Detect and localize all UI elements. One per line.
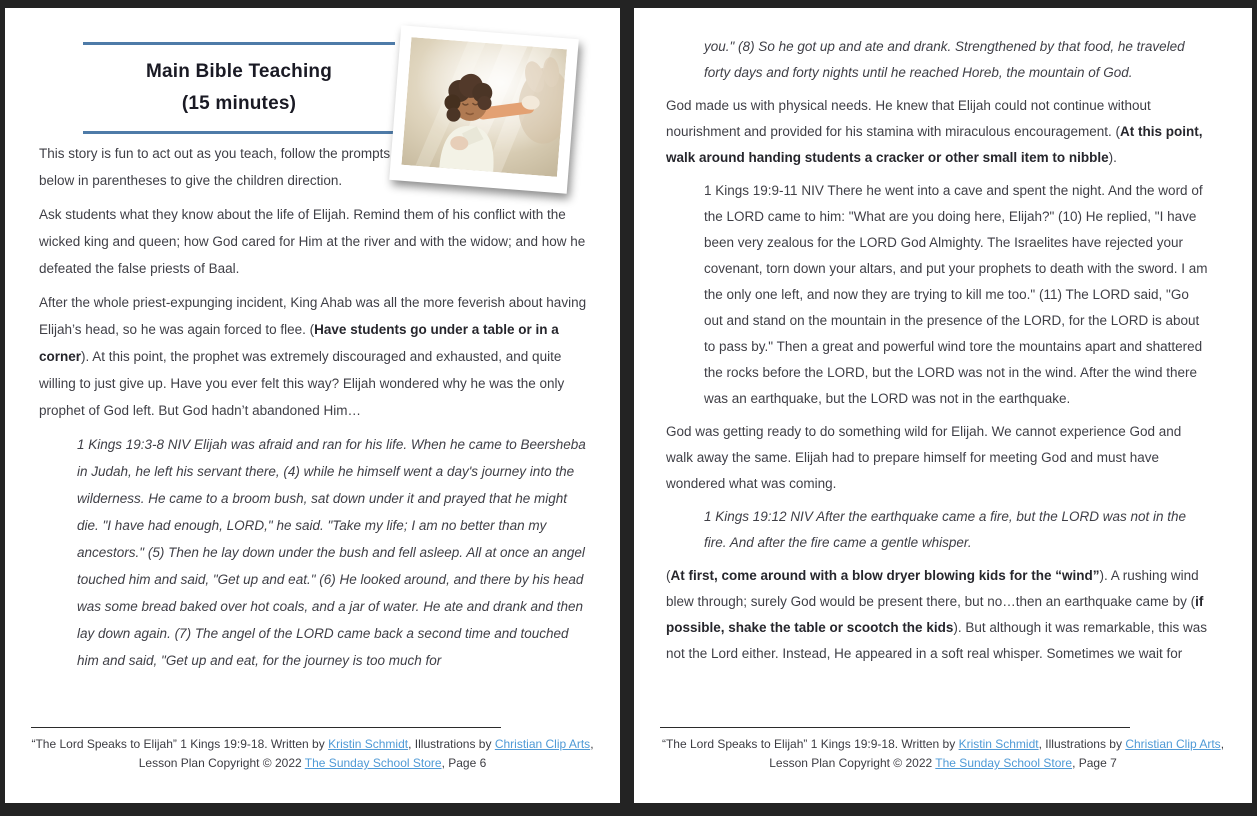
heading-rule-top: [83, 42, 395, 45]
document-page-7: [634, 8, 1252, 803]
paragraph-something-wild: [666, 419, 1210, 497]
text-segment: “The Lord Speaks to Elijah” 1 Kings 19:9-18. Written by: [31, 737, 329, 751]
scripture-quote-1kings-19-3-8: [77, 431, 590, 674]
heading-rule-bottom: [83, 131, 395, 134]
text-segment: God made us with physical needs. He knew that Elijah could not continue without nourishment and provided for his stamina with miraculous encouragement. (: [666, 98, 1151, 139]
text-segment: 1 Kings 19:12 NIV After the earthquake came a fire, but the LORD was not in the fire. And after the fire came a gentle whisper.: [704, 509, 1187, 550]
section-heading: [83, 42, 395, 134]
text-segment: ). At this point, the prophet was extremely discouraged and exhausted, and quite willing to just give up. Have you ever felt this way? Elijah wondered why he was the only prophet of God left. But God hadn’t abandoned Him…: [39, 349, 565, 418]
text-segment: ).: [1108, 150, 1117, 165]
footer-link[interactable]: Christian Clip Arts: [494, 737, 591, 751]
text-segment: After the whole priest-expunging incident, King Ahab was all the more feverish about having Elijah’s head, so he was again forced to flee. (: [39, 295, 587, 337]
text-segment: ). But although it was remarkable, this was not the Lord either. Instead, He appeared in a soft real whisper. Sometimes we wait for: [666, 620, 1207, 661]
text-segment: , Lesson Plan Copyright © 2022: [769, 737, 1225, 770]
text-segment: , Illustrations by: [408, 737, 495, 751]
footnote-separator: [660, 727, 1130, 728]
footer-citation: [656, 735, 1230, 773]
footnote-separator: [31, 727, 501, 728]
text-segment: Ask students what they know about the life of Elijah. Remind them of his conflict with the wicked king and queen; how God cared for Him at the river and with the widow; and how he defeated the false priests of Baal.: [39, 207, 586, 276]
page-title-line2: (15 minutes): [181, 93, 297, 114]
paragraph-ask-students: [39, 201, 590, 282]
text-segment: , Page 7: [1072, 756, 1117, 770]
text-segment: This story is fun to act out as you teach, follow the prompts below in parentheses to give the children direction.: [39, 146, 391, 188]
page-7-body: [666, 34, 1210, 721]
text-segment: 1 Kings 19:3-8 NIV Elijah was afraid and ran for his life. When he came to Beersheba in Judah, he left his servant there, (4) while he himself went a day's journey into the wilderness. He came to a broom bush, sat down under it and prayed that he might die. "I have had enough, LORD," he said. "Take my life; I am no better than my ancestors." (5) Then he lay down under the bush and fell asleep. All at once an angel touched him and said, "Get up and eat." (6) He looked around, and there by his head was some bread baked over hot coals, and a jar of water. He ate and drank and then lay down again. (7) The angel of the LORD came back a second time and touched him and said, "Get up and eat, for the journey is too much for: [77, 437, 586, 668]
paragraph-intro: [39, 140, 397, 194]
document-page-6: [5, 8, 620, 803]
text-segment: , Illustrations by: [1038, 737, 1126, 751]
text-segment: Have students go under a table or in a corner: [39, 322, 559, 364]
text-segment: (: [666, 568, 671, 583]
page-6-body: [39, 140, 590, 725]
text-segment: if possible, shake the table or scootch the kids: [666, 594, 1204, 635]
scripture-quote-1kings-19-12: [704, 504, 1210, 556]
text-segment: At this point, walk around handing students a cracker or other small item to nibble: [666, 124, 1203, 165]
footer-link[interactable]: Kristin Schmidt: [958, 737, 1039, 751]
scripture-quote-1kings-19-9-11: [704, 178, 1210, 412]
footer-citation: [27, 735, 598, 773]
text-segment: 1 Kings 19:9-11 NIV There he went into a cave and spent the night. And the word of the LORD came to him: "What are you doing here, Elijah?" (10) He replied, "I have been very zealous for the LORD God Almighty. The Israelites have rejected your covenant, torn down your altars, and put your prophets to death with the sword. I am the only one left, and now they are trying to kill me too." (11) The LORD said, "Go out and stand on the mountain in the presence of the LORD, for the LORD is about to pass by." Then a great and powerful wind tore the mountains apart and shattered the rocks before the LORD, but the LORD was not in the wind. After the wind there was an earthquake, but the LORD was not in the earthquake.: [704, 183, 1208, 406]
text-segment: ). A rushing wind blew through; surely God would be present there, but no…then an earthquake came by (: [666, 568, 1199, 609]
paragraph-blow-dryer: [666, 563, 1210, 667]
page-title-line1: Main Bible Teaching: [145, 61, 333, 82]
scripture-quote-1kings-19-3-8-continued: [704, 34, 1210, 86]
footer-link[interactable]: Kristin Schmidt: [328, 737, 409, 751]
page-6-footer: [5, 727, 620, 803]
page-7-footer: [634, 727, 1252, 803]
text-segment: , Lesson Plan Copyright © 2022: [138, 737, 594, 770]
footer-link[interactable]: The Sunday School Store: [304, 756, 442, 770]
paragraph-physical-needs: [666, 93, 1210, 171]
footer-link[interactable]: Christian Clip Arts: [1125, 737, 1221, 751]
text-segment: , Page 6: [441, 756, 487, 770]
text-segment: “The Lord Speaks to Elijah” 1 Kings 19:9-18. Written by: [661, 737, 959, 751]
paragraph-after-incident: [39, 289, 590, 424]
text-segment: you." (8) So he got up and ate and drank. Strengthened by that food, he traveled forty days and forty nights until he reached Horeb, the mountain of God.: [704, 39, 1185, 80]
text-segment: God was getting ready to do something wild for Elijah. We cannot experience God and walk away the same. Elijah had to prepare himself for meeting God and must have wondered what was coming.: [666, 424, 1182, 491]
text-segment: At first, come around with a blow dryer blowing kids for the “wind”: [670, 568, 1100, 583]
page-title: [83, 56, 395, 120]
footer-link[interactable]: The Sunday School Store: [935, 756, 1073, 770]
